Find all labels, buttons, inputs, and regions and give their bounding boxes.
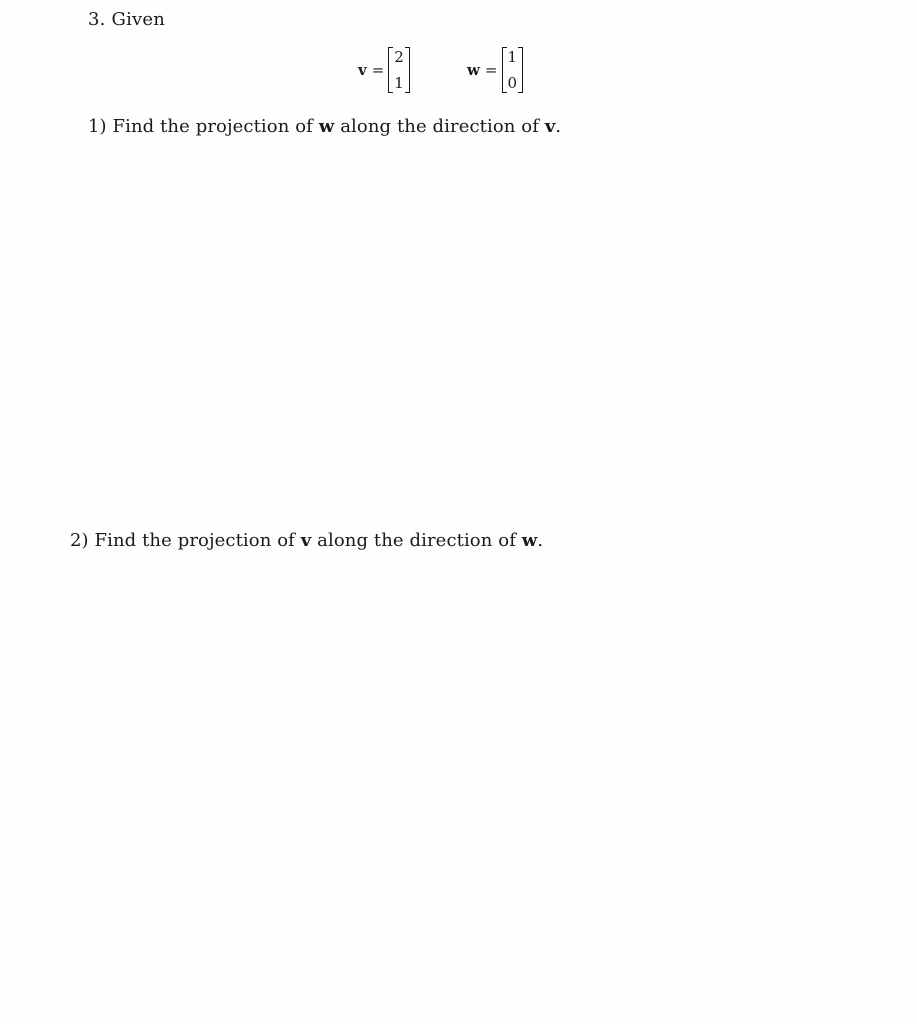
- right-bracket: [518, 47, 523, 93]
- vector-v-definition: [358, 46, 410, 94]
- period: .: [555, 116, 562, 137]
- question-number: 2): [70, 530, 89, 551]
- vector-symbol: w: [318, 116, 335, 137]
- equals-sign: =: [371, 61, 385, 79]
- vector-v-component-1: 2: [394, 48, 404, 66]
- question-text: along the direction of: [317, 530, 516, 551]
- question-2: [70, 530, 543, 551]
- vector-w-definition: [467, 46, 523, 94]
- left-bracket: [502, 47, 507, 93]
- vector-symbol: v: [544, 116, 556, 137]
- question-number: 1): [88, 116, 107, 137]
- vector-w-component-2: 0: [507, 74, 518, 92]
- vector-symbol: v: [300, 530, 312, 551]
- vector-symbol: w: [521, 530, 538, 551]
- vector-w-component-1: 1: [507, 48, 518, 66]
- right-bracket: [405, 47, 410, 93]
- question-text: along the direction of: [340, 116, 540, 137]
- vector-v-matrix: [388, 46, 410, 94]
- question-text: Find the projection of: [112, 116, 313, 137]
- problem-heading: 3. Given: [88, 9, 166, 30]
- question-text: Find the projection of: [94, 530, 295, 551]
- question-1: [88, 116, 561, 137]
- period: .: [537, 530, 544, 551]
- vector-w-name: w: [467, 61, 480, 79]
- vector-v-component-2: 1: [394, 74, 404, 92]
- vector-v-name: v: [358, 61, 367, 79]
- left-bracket: [388, 47, 393, 93]
- vector-w-matrix: [502, 46, 524, 94]
- equals-sign: =: [484, 61, 498, 79]
